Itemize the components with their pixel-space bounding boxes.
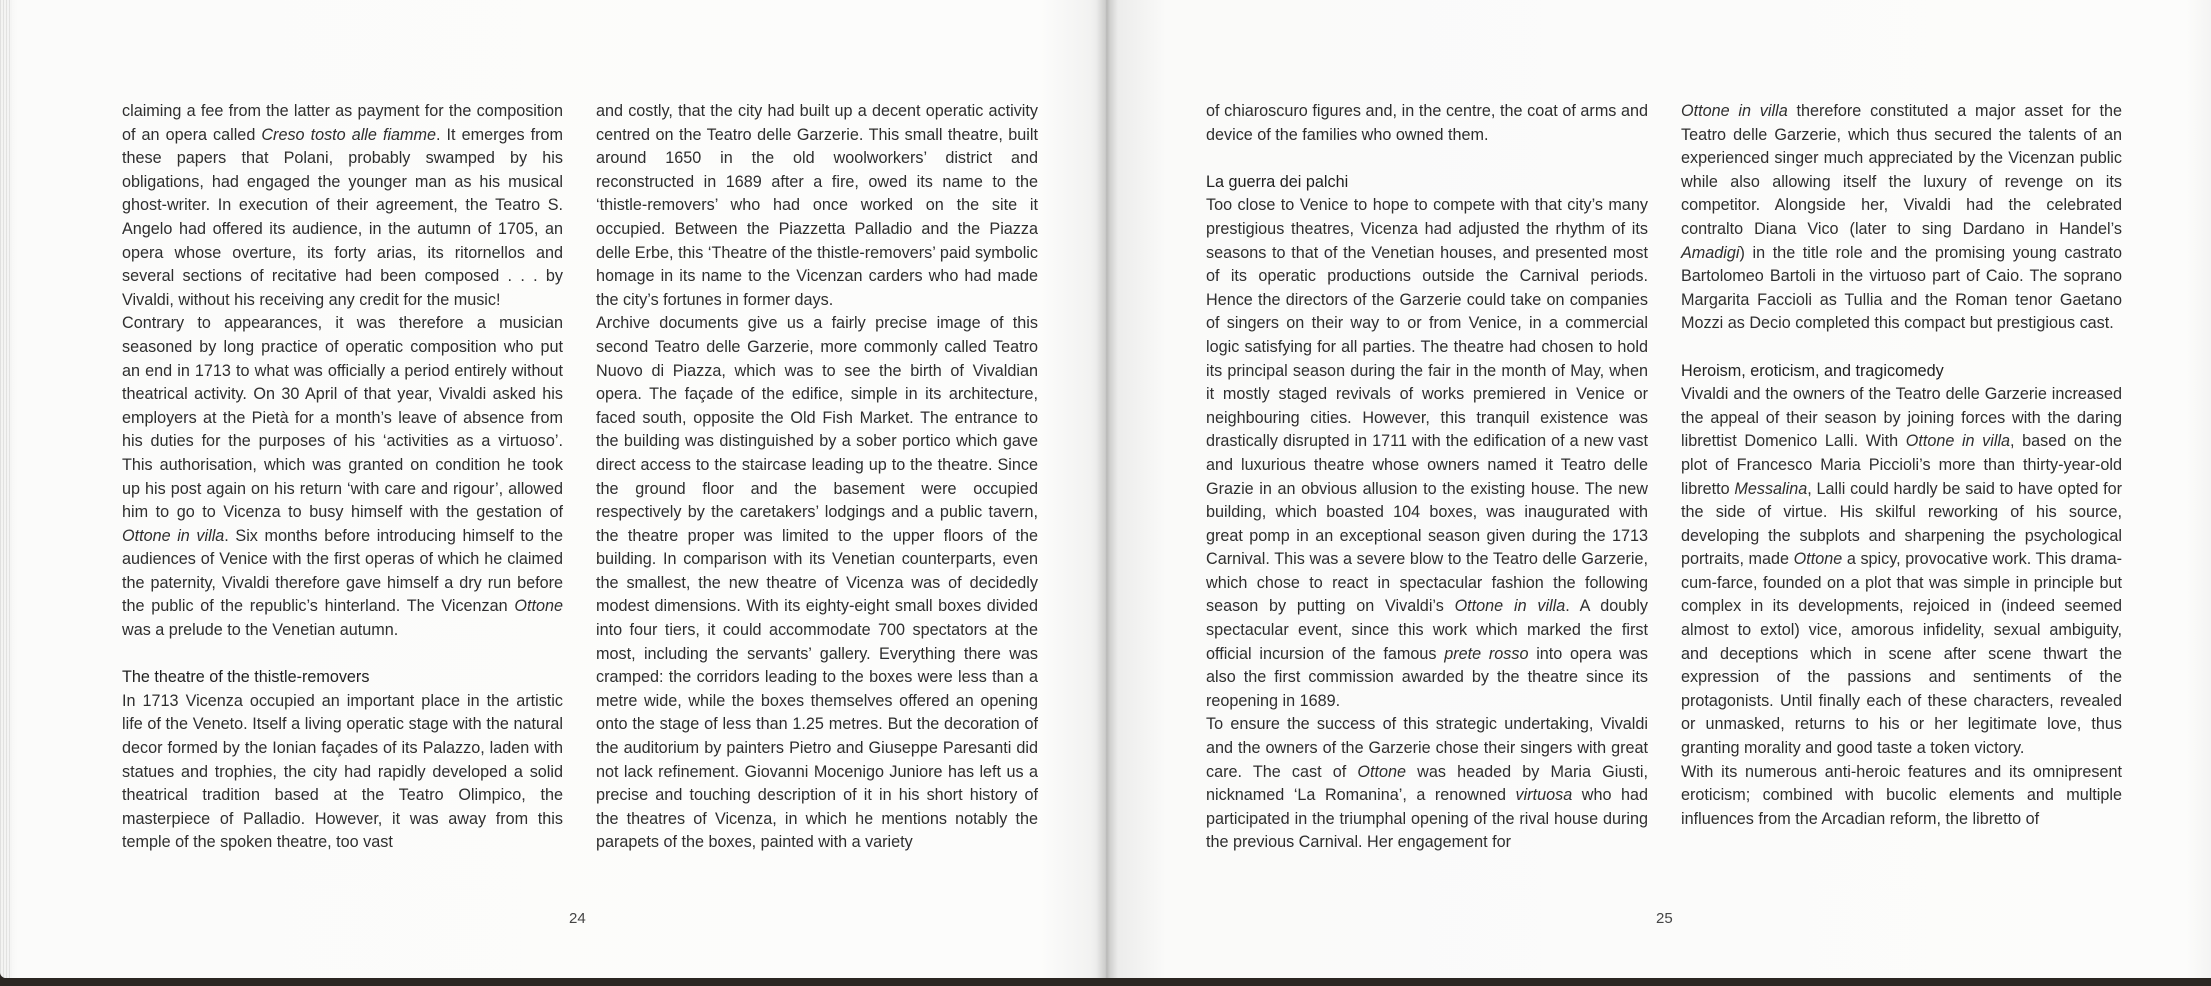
paragraph: claiming a fee from the latter as payment for the composition of an opera called Creso tosto alle fiamme. It emerges from these papers that Polani, probably swamped by his obligations, had engaged the younger man as his musical ghost-writer. In execution of their agreement, the Teatro S. Angelo had offered its audience, in the autumn of 1705, an opera whose overture, its forty arias, its ritornellos and several sections of recitative had been composed . . . by Vivaldi, without his receiving any credit for the music!	[122, 102, 563, 309]
column-right-1	[1206, 100, 1648, 855]
page-right	[1106, 0, 2211, 978]
paragraph: To ensure the success of this strategic undertaking, Vivaldi and the owners of the Garzerie chose their singers with great care. The cast of Ottone was headed by Maria Giusti, nicknamed ‘La Romanina’, a renowned virtuosa who had participated in the triumphal opening of the rival house during the previous Carnival. Her engagement for	[1206, 715, 1649, 852]
paragraph: Vivaldi and the owners of the Teatro delle Garzerie increased the appeal of their season by joining forces with the daring librettist Domenico Lalli. With Ottone in villa, based on the plot of Francesco Maria Piccioli’s more than thirty-year-old libretto Messalina, Lalli could hardly be said to have opted for the side of virtue. His skilful reworking of his source, developing the subplots and sharpening the psychological portraits, made Ottone a spicy, provocative work. This drama-cum-farce, founded on a plot that was simple in principle but complex in its developments, rejoiced in (indeed seemed almost to extol) vice, amorous infidelity, sexual ambiguity, and deceptions which in scene after scene thwart the expression of the passions and sentiments of the protagonists. Until finally each of these characters, revealed or unmasked, returns to his or her legitimate love, thus granting morality and good taste a token victory.	[1681, 385, 2122, 758]
paragraph: In 1713 Vicenza occupied an important place in the artistic life of the Veneto. Itself a living operatic stage with the natural decor formed by the Ionian façades of its Palazzo, laden with statues and trophies, the city had rapidly developed a solid theatrical tradition based at the Teatro Olimpico, the masterpiece of Palladio. However, it was away from this temple of the spoken theatre, too vast	[122, 691, 563, 852]
column-left-2	[596, 100, 1038, 855]
page-number: 25	[1656, 910, 1673, 927]
paragraph: Archive documents give us a fairly precise image of this second Teatro delle Garzerie, more commonly called Teatro Nuovo di Piazza, which was to see the birth of Vivaldian opera. The façade of the edifice, simple in its architecture, faced south, opposite the Old Fish Market. The entrance to the building was distinguished by a sober portico which gave direct access to the staircase leading up to the theatre. Since the ground floor and the basement were occupied respectively by the caretakers’ lodgings and a public tavern, the theatre proper was limited to the upper floors of the building. In comparison with its Venetian counterparts, even the smallest, the new theatre of Vicenza was of decidedly modest dimensions. With its eighty-eight small boxes divided into four tiers, it could accommodate 700 spectators at the most, including the servants’ gallery. Everything there was cramped: the corridors leading to the boxes were less than a metre wide, while the boxes themselves offered an opening onto the stage of less than 1.25 metres. But the decoration of the auditorium by painters Pietro and Giuseppe Paresanti did not lack refinement. Giovanni Mocenigo Juniore has left us a precise and touching description of it in his short history of the theatres of Vicenza, in which he mentions notably the parapets of the boxes, painted with a variety	[596, 314, 1038, 852]
column-right-2	[1681, 100, 2122, 831]
paragraph: of chiaroscuro figures and, in the centre, the coat of arms and device of the families who owned them.	[1206, 102, 1648, 144]
paragraph: Too close to Venice to hope to compete with that city’s many prestigious theatres, Vicenza had adjusted the rhythm of its seasons to that of the Venetian houses, and presented most of its operatic productions outside the Carnival periods. Hence the directors of the Garzerie could take on companies of singers on their way to or from Venice, in a commercial logic satisfying for all parties. The theatre had chosen to hold its principal season during the fair in the month of May, when it mostly staged revivals of works premiered in Venice or neighbouring cities. However, this tranquil existence was drastically disrupted in 1711 with the edification of a new vast and luxurious theatre whose owners named it Teatro delle Grazie in an obvious allusion to the existing house. The new building, which boasted 104 boxes, was inaugurated with great pomp in an exceptional season given during the 1713 Carnival. This was a severe blow to the Teatro delle Garzerie, which chose to react in spectacular fashion the following season by putting on Vivaldi’s Ottone in villa. A doubly spectacular event, since this work which marked the first official incursion of the famous prete rosso into opera was also the first commission awarded by the theatre since its reopening in 1689.	[1206, 196, 1648, 710]
page-left	[0, 0, 1106, 978]
paragraph: With its numerous anti-heroic features and its omnipresent eroticism; combined with bucolic elements and multiple influences from the Arcadian reform, the libretto of	[1681, 762, 2122, 828]
book-gutter	[1096, 0, 1118, 978]
page-edge	[0, 0, 12, 978]
paragraph-gap	[1681, 336, 2122, 360]
paragraph-gap	[1206, 147, 1648, 171]
paragraph: Ottone in villa therefore constituted a major asset for the Teatro delle Garzerie, which thus secured the talents of an experienced singer much appreciated by the Vicenzan public while also allowing itself the luxury of revenge on its competitor. Alongside her, Vivaldi had the celebrated contralto Diana Vico (later to sing Dardano in Handel’s Amadigi) in the title role and the promising young castrato Bartolomeo Bartoli in the virtuoso part of Caio. The soprano Margarita Faccioli as Tullia and the Roman tenor Gaetano Mozzi as Decio completed this compact but prestigious cast.	[1681, 102, 2123, 333]
paragraph: and costly, that the city had built up a decent operatic activity centred on the Teatro delle Garzerie. This small theatre, built around 1650 in the old woolworkers’ district and reconstructed in 1689 after a fire, owed its name to the ‘thistle-removers’ who had once worked on the site it occupied. Between the Piazzetta Palladio and the Piazza delle Erbe, this ‘Theatre of the thistle-removers’ paid symbolic homage in its name to the Vicenzan carders who had made the city’s fortunes in former days.	[596, 102, 1038, 309]
section-heading: Heroism, eroticism, and tragicomedy	[1681, 361, 1944, 380]
paragraph-gap	[122, 643, 563, 667]
section-heading: The theatre of the thistle-removers	[122, 668, 370, 687]
column-left-1	[122, 100, 563, 855]
page-number: 24	[569, 910, 586, 927]
paragraph: Contrary to appearances, it was therefore a musician seasoned by long practice of operatic composition who put an end in 1713 to what was officially a period entirely without theatrical activity. On 30 April of that year, Vivaldi asked his employers at the Pietà for a month’s leave of absence from his duties for the purposes of his ‘activities as a virtuoso’. This authorisation, which was granted on condition he took up his post again on his return ‘with care and rigour’, allowed him to go to Vicenza to busy himself with the gestation of Ottone in villa. Six months before introducing himself to the audiences of Venice with the first operas of which he claimed the paternity, Vivaldi therefore gave himself a dry run before the public of the republic’s hinterland. The Vicenzan Ottone was a prelude to the Venetian autumn.	[122, 314, 563, 640]
section-heading: La guerra dei palchi	[1206, 172, 1349, 191]
